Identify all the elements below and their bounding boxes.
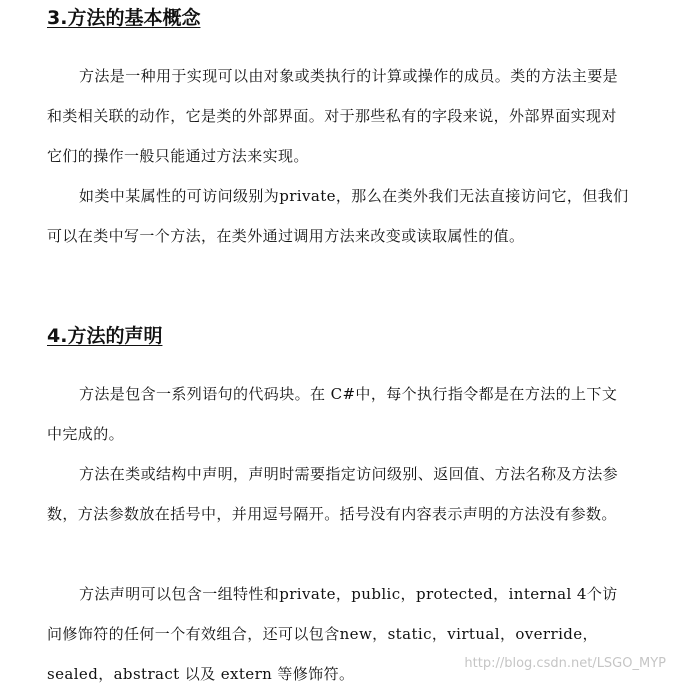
section-4-paragraph-3: 方法声明可以包含一组特性和private，public，protected，internal 4个访问修饰符的任何一个有效组合，还可以包含new，static，virtual，override，sealed，abstract 以及 extern 等修饰符。 xyxy=(47,585,618,683)
blog-watermark: http://blog.csdn.net/LSGO_MYP xyxy=(464,656,666,671)
section-3-paragraph-2: 如类中某属性的可访问级别为private，那么在类外我们无法直接访问它，但我们可以在类中写一个方法，在类外通过调用方法来改变或读取属性的值。 xyxy=(47,187,629,245)
section-3-paragraph-1: 方法是一种用于实现可以由对象或类执行的计算或操作的成员。类的方法主要是和类相关联的动作，它是类的外部界面。对于那些私有的字段来说，外部界面实现对它们的操作一般只能通过方法来实现。 xyxy=(47,67,619,165)
section-4-heading: 4.方法的声明 xyxy=(47,325,163,347)
section-4-paragraph-1: 方法是包含一系列语句的代码块。在 C#中，每个执行指令都是在方法的上下文中完成的。 xyxy=(47,385,618,443)
section-4-paragraph-2: 方法在类或结构中声明，声明时需要指定访问级别、返回值、方法名称及方法参数，方法参数放在括号中，并用逗号隔开。括号没有内容表示声明的方法没有参数。 xyxy=(47,465,619,523)
section-3-heading: 3.方法的基本概念 xyxy=(47,7,201,29)
